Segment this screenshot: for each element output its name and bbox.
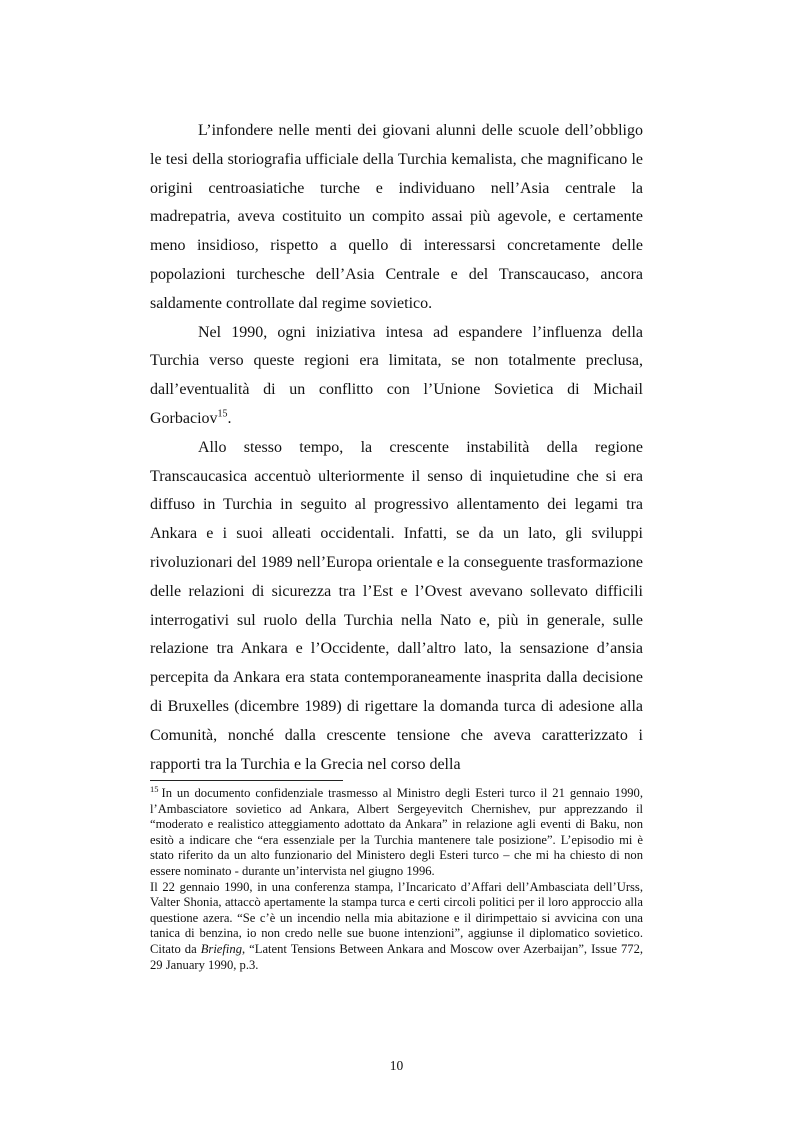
- paragraph-2: [150, 319, 643, 434]
- body-text: [150, 117, 643, 779]
- footnote-source-title: Briefing: [200, 941, 242, 956]
- footnote-divider: [150, 780, 343, 781]
- paragraph-2-tail: .: [227, 409, 232, 427]
- paragraph-3-text: Allo stesso tempo, la crescente instabilità della regione Transcaucasica accentuò ulteriormente il senso di inquietudine che si era diffuso in Turchia in seguito al progressivo allentamento dei legami tra Ankara e i suoi alleati occidentali. Infatti, se da un lato, gli sviluppi rivoluzionari del 1989 nell’Europa orientale e la conseguente trasformazione delle relazioni di sicurezza tra l’Est e l’Ovest avevano sollevato difficili interrogativi sul ruolo della Turchia nella Nato e, più in generale, sulle relazione tra Ankara e l’Occidente, dall’altro lato, la sensazione d’ansia percepita da Ankara era stata contemporaneamente inasprita dalla decisione di Bruxelles (dicembre 1989) di rigettare la domanda turca di adesione alla Comunità, nonché dalla crescente tensione che aveva caratterizzato i rapporti tra la Turchia e la Grecia nel corso della: [150, 438, 643, 773]
- paragraph-1: [150, 117, 643, 319]
- footnote-15-part1: [150, 783, 643, 880]
- paragraph-1-text: L’infondere nelle menti dei giovani alunni delle scuole dell’obbligo le tesi della storiografia ufficiale della Turchia kemalista, che magnificano le origini centroasiatiche turche e individuano nell’Asia centrale la madrepatria, aveva costituito un compito assai più agevole, e certamente meno insidioso, rispetto a quello di interessarsi concretamente delle popolazioni turchesche dell’Asia Centrale e del Transcaucaso, ancora saldamente controllate dal regime sovietico.: [150, 122, 643, 312]
- footnote-block: [150, 783, 644, 973]
- footnote-number: 15: [150, 783, 159, 794]
- footnote-15-text: In un documento confidenziale trasmesso al Ministro degli Esteri turco il 21 gennaio 1990, l’Ambasciatore sovietico ad Ankara, Albert Sergeyevitch Chernishev, pur apprezzando il “moderato e realistico atteggiamento adottato da Ankara” in relazione agli eventi di Baku, non esitò a indicare che “era essenziale per la Turchia mantenere tale posizione”. L’episodio mi è stato riferito da un alto funzionario del Ministero degli Esteri turco – che mi ha chiesto di non essere nominato - durante un’intervista nel giugno 1996.: [150, 786, 643, 878]
- page-number: 10: [389, 1058, 404, 1073]
- footnote-15-text-2: Il 22 gennaio 1990, in una conferenza stampa, l’Incaricato d’Affari dell’Ambasciata dell’Urss, Valter Shonia, attaccò apertamente la stampa turca e certi circoli politici per il loro approccio alla questione azera. “Se c’è un incendio nella mia abitazione e il dirimpettaio si avvicina con una tanica di benzina, io non credo nelle sue buone intenzioni”, aggiunse il diplomatico sovietico. Citato da: [150, 879, 643, 956]
- footnote-15-part2: [150, 880, 643, 974]
- paragraph-3: [150, 434, 643, 780]
- paragraph-2-text: Nel 1990, ogni iniziativa intesa ad espandere l’influenza della Turchia verso queste regioni era limitata, se non totalmente preclusa, dall’eventualità di un conflitto con l’Unione Sovietica di Michail Gorbaciov: [150, 323, 643, 427]
- footnote-15-citation: , “Latent Tensions Between Ankara and Moscow over Azerbaijan”, Issue 772, 29 January 1990, p.3.: [150, 941, 644, 972]
- footnote-reference[interactable]: 15: [217, 408, 228, 420]
